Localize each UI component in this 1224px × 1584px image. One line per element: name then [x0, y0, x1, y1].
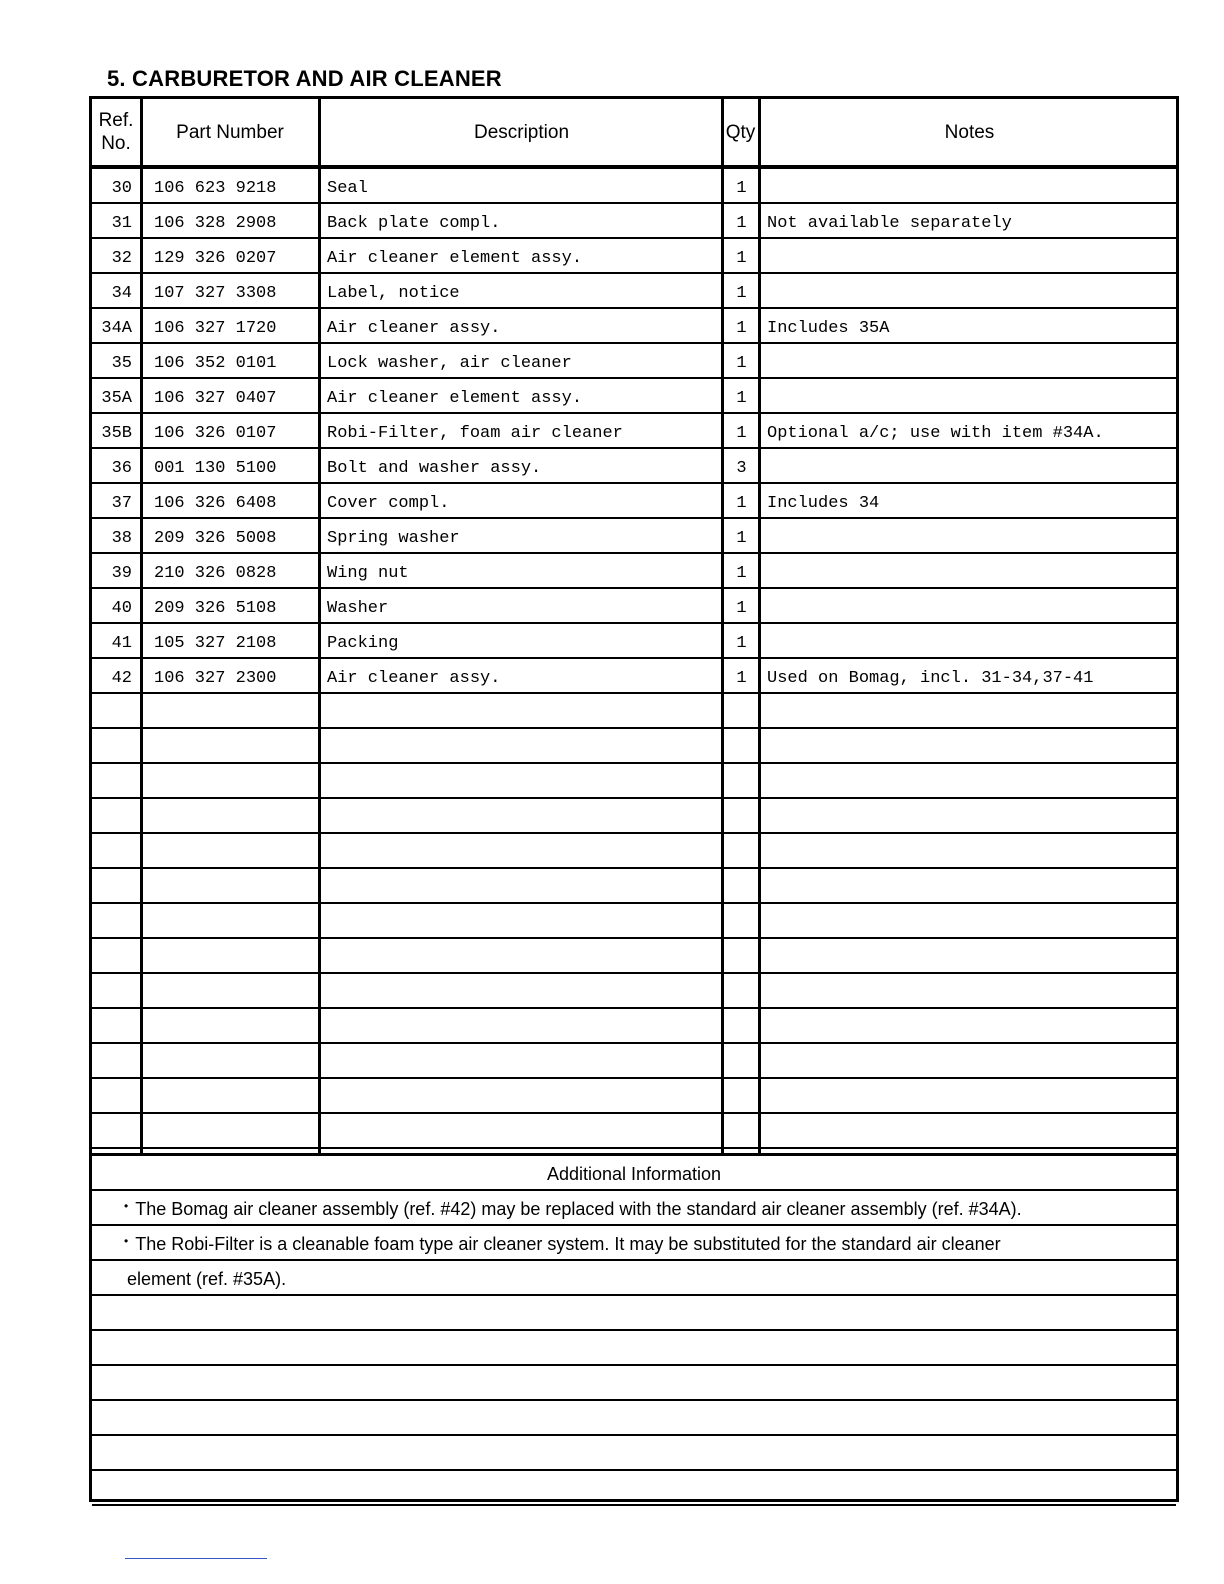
table-row: [92, 204, 1176, 239]
cell-notes: [767, 169, 1177, 202]
table-row: [92, 449, 1176, 484]
table-header: [92, 99, 1176, 169]
cell-notes: [767, 589, 1177, 622]
cell-part-number: 129 326 0207: [154, 249, 277, 268]
info-empty-row: [92, 1401, 1176, 1436]
cell-description: Cover compl.: [327, 494, 450, 513]
cell-description: Air cleaner element assy.: [327, 389, 583, 408]
bullet-icon: •: [124, 1234, 129, 1248]
cell-notes: [767, 344, 1177, 377]
cell-qty: 1: [736, 669, 747, 688]
cell-ref-no: 35A: [101, 389, 132, 408]
cell-qty: 1: [736, 249, 747, 268]
cell-part-number: 106 327 2300: [154, 669, 277, 688]
cell-ref-no: 41: [111, 634, 132, 653]
cell-description: Lock washer, air cleaner: [327, 354, 572, 373]
parts-table: [89, 96, 1179, 1502]
empty-table-row: [92, 1114, 1176, 1149]
cell-part-number: 106 327 0407: [154, 389, 277, 408]
table-row: [92, 414, 1176, 449]
column-divider: [721, 99, 724, 1153]
empty-table-row: [92, 799, 1176, 834]
cell-ref-no: 36: [111, 459, 132, 478]
page-title: 5. CARBURETOR AND AIR CLEANER: [107, 66, 502, 91]
cell-notes: [767, 274, 1177, 307]
cell-notes: Includes 35A: [767, 319, 890, 338]
info-bullet-2: [92, 1226, 1176, 1261]
table-row: [92, 554, 1176, 589]
cell-notes: [767, 519, 1177, 552]
cell-notes: [767, 379, 1177, 412]
empty-table-row: [92, 1044, 1176, 1079]
empty-table-row: [92, 1009, 1176, 1044]
info-empty-row: [92, 1296, 1176, 1331]
cell-qty: 1: [736, 179, 747, 198]
cell-part-number: 001 130 5100: [154, 459, 277, 478]
table-row: [92, 239, 1176, 274]
footer-rule: [125, 1558, 267, 1559]
cell-part-number: 106 326 0107: [154, 424, 277, 443]
table-row: [92, 169, 1176, 204]
cell-description: Back plate compl.: [327, 214, 501, 233]
info-empty-row: [92, 1436, 1176, 1471]
cell-notes: [767, 239, 1177, 272]
cell-description: Label, notice: [327, 284, 460, 303]
column-divider: [318, 99, 321, 1153]
cell-part-number: 107 327 3308: [154, 284, 277, 303]
table-row: [92, 309, 1176, 344]
header-notes: Notes: [944, 121, 995, 143]
cell-description: Washer: [327, 599, 389, 618]
cell-part-number: 106 623 9218: [154, 179, 277, 198]
info-bullet-1-text: The Bomag air cleaner assembly (ref. #42) may be replaced with the standard air cleaner assembly (ref. #34A).: [135, 1199, 1022, 1219]
cell-qty: 1: [736, 599, 747, 618]
cell-part-number: 105 327 2108: [154, 634, 277, 653]
table-row: [92, 589, 1176, 624]
cell-description: Air cleaner assy.: [327, 319, 501, 338]
cell-description: Seal: [327, 179, 368, 198]
additional-info: [92, 1153, 1176, 1499]
info-empty-row: [92, 1471, 1176, 1506]
cell-part-number: 106 328 2908: [154, 214, 277, 233]
column-divider: [758, 99, 761, 1153]
cell-qty: 3: [736, 459, 747, 478]
empty-table-row: [92, 974, 1176, 1009]
cell-description: Spring washer: [327, 529, 460, 548]
empty-table-row: [92, 764, 1176, 799]
table-row: [92, 344, 1176, 379]
empty-table-row: [92, 904, 1176, 939]
cell-ref-no: 37: [111, 494, 132, 513]
cell-description: Packing: [327, 634, 399, 653]
header-qty: Qty: [725, 121, 756, 143]
header-ref-no: [92, 99, 140, 165]
info-empty-row: [92, 1331, 1176, 1366]
cell-qty: 1: [736, 389, 747, 408]
cell-ref-no: 30: [111, 179, 132, 198]
cell-notes: [767, 624, 1177, 657]
info-empty-row: [92, 1366, 1176, 1401]
info-heading: Additional Information: [92, 1156, 1176, 1191]
header-ref-line1: Ref.: [98, 110, 134, 131]
cell-ref-no: 38: [111, 529, 132, 548]
table-row: [92, 484, 1176, 519]
cell-part-number: 209 326 5108: [154, 599, 277, 618]
empty-table-row: [92, 694, 1176, 729]
bullet-icon: •: [124, 1199, 129, 1213]
cell-description: Robi-Filter, foam air cleaner: [327, 424, 623, 443]
cell-qty: 1: [736, 564, 747, 583]
cell-ref-no: 35B: [101, 424, 132, 443]
info-bullet-2-text: The Robi-Filter is a cleanable foam type air cleaner system. It may be substituted for the standard air cleaner: [135, 1234, 1001, 1254]
cell-qty: 1: [736, 354, 747, 373]
cell-qty: 1: [736, 494, 747, 513]
table-row: [92, 274, 1176, 309]
cell-part-number: 106 327 1720: [154, 319, 277, 338]
table-row: [92, 519, 1176, 554]
cell-notes: Not available separately: [767, 214, 1012, 233]
cell-qty: 1: [736, 529, 747, 548]
info-bullet-2-continued: element (ref. #35A).: [92, 1261, 1176, 1296]
cell-notes: [767, 554, 1177, 587]
cell-ref-no: 32: [111, 249, 132, 268]
cell-ref-no: 34A: [101, 319, 132, 338]
table-row: [92, 624, 1176, 659]
cell-description: Air cleaner assy.: [327, 669, 501, 688]
cell-ref-no: 39: [111, 564, 132, 583]
table-row: [92, 659, 1176, 694]
cell-ref-no: 31: [111, 214, 132, 233]
cell-part-number: 209 326 5008: [154, 529, 277, 548]
empty-table-row: [92, 1079, 1176, 1114]
cell-ref-no: 34: [111, 284, 132, 303]
cell-qty: 1: [736, 634, 747, 653]
empty-table-row: [92, 834, 1176, 869]
header-description: Description: [473, 121, 570, 143]
cell-part-number: 106 326 6408: [154, 494, 277, 513]
header-part-number: Part Number: [176, 121, 284, 143]
cell-notes: [767, 449, 1177, 482]
header-ref-line2: No.: [101, 133, 131, 154]
cell-ref-no: 35: [111, 354, 132, 373]
cell-qty: 1: [736, 424, 747, 443]
cell-part-number: 106 352 0101: [154, 354, 277, 373]
cell-description: Wing nut: [327, 564, 409, 583]
cell-notes: Used on Bomag, incl. 31-34,37-41: [767, 669, 1094, 688]
cell-description: Air cleaner element assy.: [327, 249, 583, 268]
cell-ref-no: 42: [111, 669, 132, 688]
cell-ref-no: 40: [111, 599, 132, 618]
empty-table-row: [92, 939, 1176, 974]
cell-qty: 1: [736, 214, 747, 233]
info-bullet-1: [92, 1191, 1176, 1226]
cell-description: Bolt and washer assy.: [327, 459, 542, 478]
cell-notes: Optional a/c; use with item #34A.: [767, 424, 1104, 443]
empty-table-row: [92, 729, 1176, 764]
cell-qty: 1: [736, 284, 747, 303]
empty-table-row: [92, 869, 1176, 904]
cell-part-number: 210 326 0828: [154, 564, 277, 583]
table-row: [92, 379, 1176, 414]
cell-qty: 1: [736, 319, 747, 338]
cell-notes: Includes 34: [767, 494, 880, 513]
column-divider: [140, 99, 143, 1153]
